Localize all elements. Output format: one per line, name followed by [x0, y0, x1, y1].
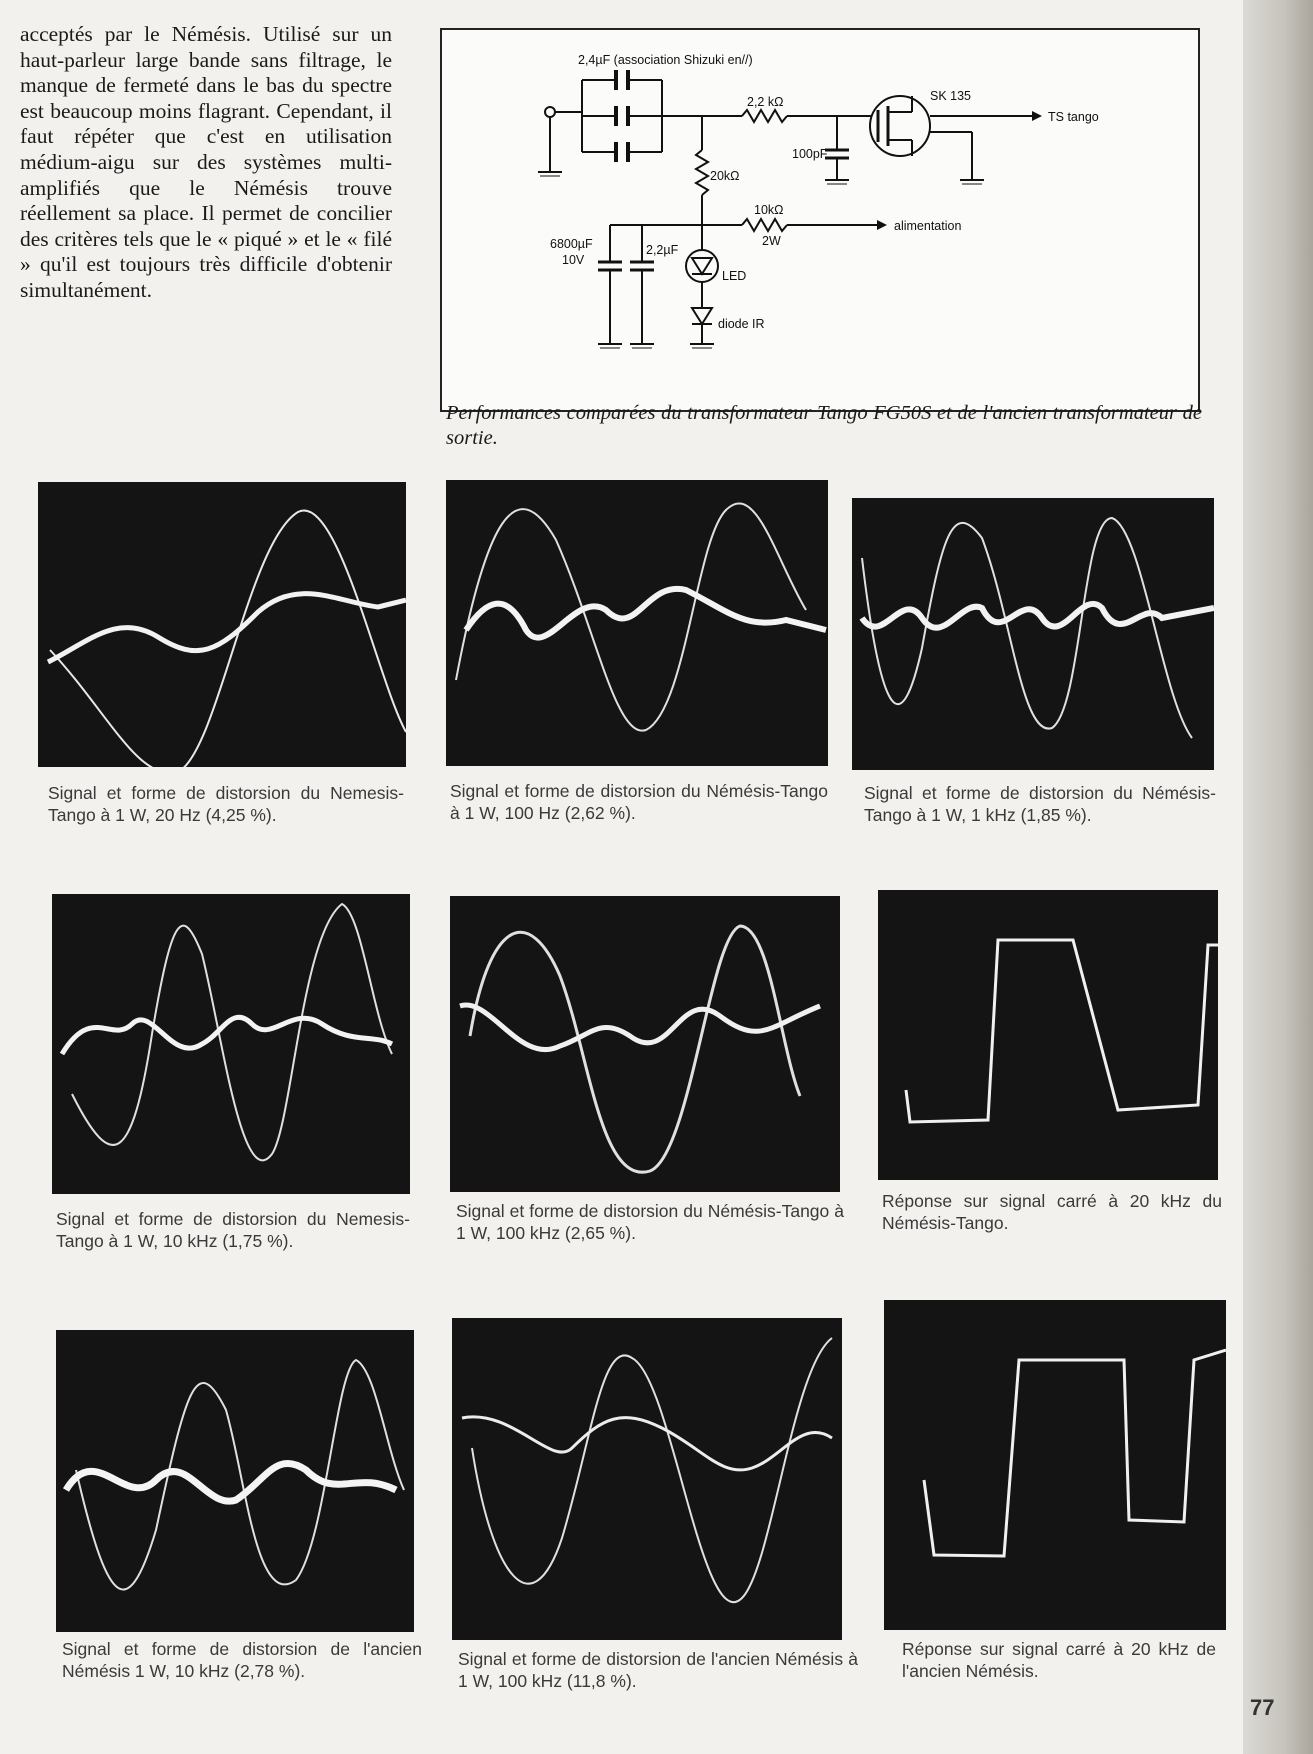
- scope-caption-1khz: Signal et forme de distorsion du Némésis-Tango à 1 W, 1 kHz (1,85 %).: [864, 783, 1216, 825]
- scope-photo-old-10khz: [56, 1330, 414, 1632]
- label-c-6800-v: 10V: [562, 253, 585, 267]
- circuit-schematic: [442, 30, 1202, 414]
- label-r-10k-power: 2W: [762, 234, 781, 248]
- label-output: TS tango: [1048, 110, 1099, 124]
- scope-caption-100hz: Signal et forme de distorsion du Némésis-Tango à 1 W, 100 Hz (2,62 %).: [450, 781, 828, 823]
- label-capacitor-assoc: 2,4µF (association Shizuki en//): [578, 53, 753, 67]
- scope-caption-20hz: Signal et forme de distorsion du Nemesis-Tango à 1 W, 20 Hz (4,25 %).: [48, 783, 404, 825]
- scope-photo-old-100khz: [452, 1318, 842, 1640]
- label-supply: alimentation: [894, 219, 962, 233]
- scope-photo-1khz: [852, 498, 1214, 770]
- scope-photo-100khz: [450, 896, 840, 1192]
- label-led: LED: [722, 269, 747, 283]
- label-c-100pf: 100pF: [792, 147, 828, 161]
- scope-caption-10khz: Signal et forme de distorsion du Nemesis-Tango à 1 W, 10 kHz (1,75 %).: [56, 1209, 410, 1251]
- scope-photo-20hz: [38, 482, 406, 767]
- label-diode: diode IR: [718, 317, 765, 331]
- label-r-20k: 20kΩ: [710, 169, 740, 183]
- scope-photo-10khz: [52, 894, 410, 1194]
- scope-caption-old-square-20khz: Réponse sur signal carré à 20 kHz de l'ancien Némésis.: [902, 1639, 1216, 1681]
- scope-caption-old-100khz: Signal et forme de distorsion de l'ancien Némésis à 1 W, 100 kHz (11,8 %).: [458, 1649, 858, 1691]
- scope-caption-100khz: Signal et forme de distorsion du Némésis-Tango à 1 W, 100 kHz (2,65 %).: [456, 1201, 844, 1243]
- scope-caption-square-20khz: Réponse sur signal carré à 20 kHz du Némésis-Tango.: [882, 1191, 1222, 1233]
- page-number: 77: [1250, 1695, 1275, 1720]
- label-r-2k2: 2,2 kΩ: [747, 95, 784, 109]
- page-edge-shadow: [1243, 0, 1313, 1754]
- circuit-caption: Performances comparées du transformateur Tango FG50S et de l'ancien transformateur de sortie.: [446, 402, 1202, 449]
- label-c-6800: 6800µF: [550, 237, 593, 251]
- label-transistor: SK 135: [930, 89, 972, 103]
- intro-paragraph: acceptés par le Némésis. Utilisé sur un haut-parleur large bande sans filtrage, le manque de fermeté dans le bas du spectre est beaucoup moins flagrant. Cependant, il faut répéter que c'est en utilisation médium-aigu sur des systèmes multi-amplifiés que le Némésis trouve réellement sa place. Il permet de concilier des critères tels que le « piqué » et le « filé » qu'il est toujours très difficile d'obtenir simultanément.: [20, 22, 392, 302]
- scope-photo-old-square-20khz: [884, 1300, 1226, 1630]
- scope-photo-square-20khz: [878, 890, 1218, 1180]
- scope-caption-old-10khz: Signal et forme de distorsion de l'ancien Némésis 1 W, 10 kHz (2,78 %).: [62, 1639, 422, 1681]
- label-r-10k: 10kΩ: [754, 203, 784, 217]
- scope-photo-100hz: [446, 480, 828, 766]
- circuit-diagram: [440, 28, 1200, 412]
- label-c-2u2: 2,2µF: [646, 243, 679, 257]
